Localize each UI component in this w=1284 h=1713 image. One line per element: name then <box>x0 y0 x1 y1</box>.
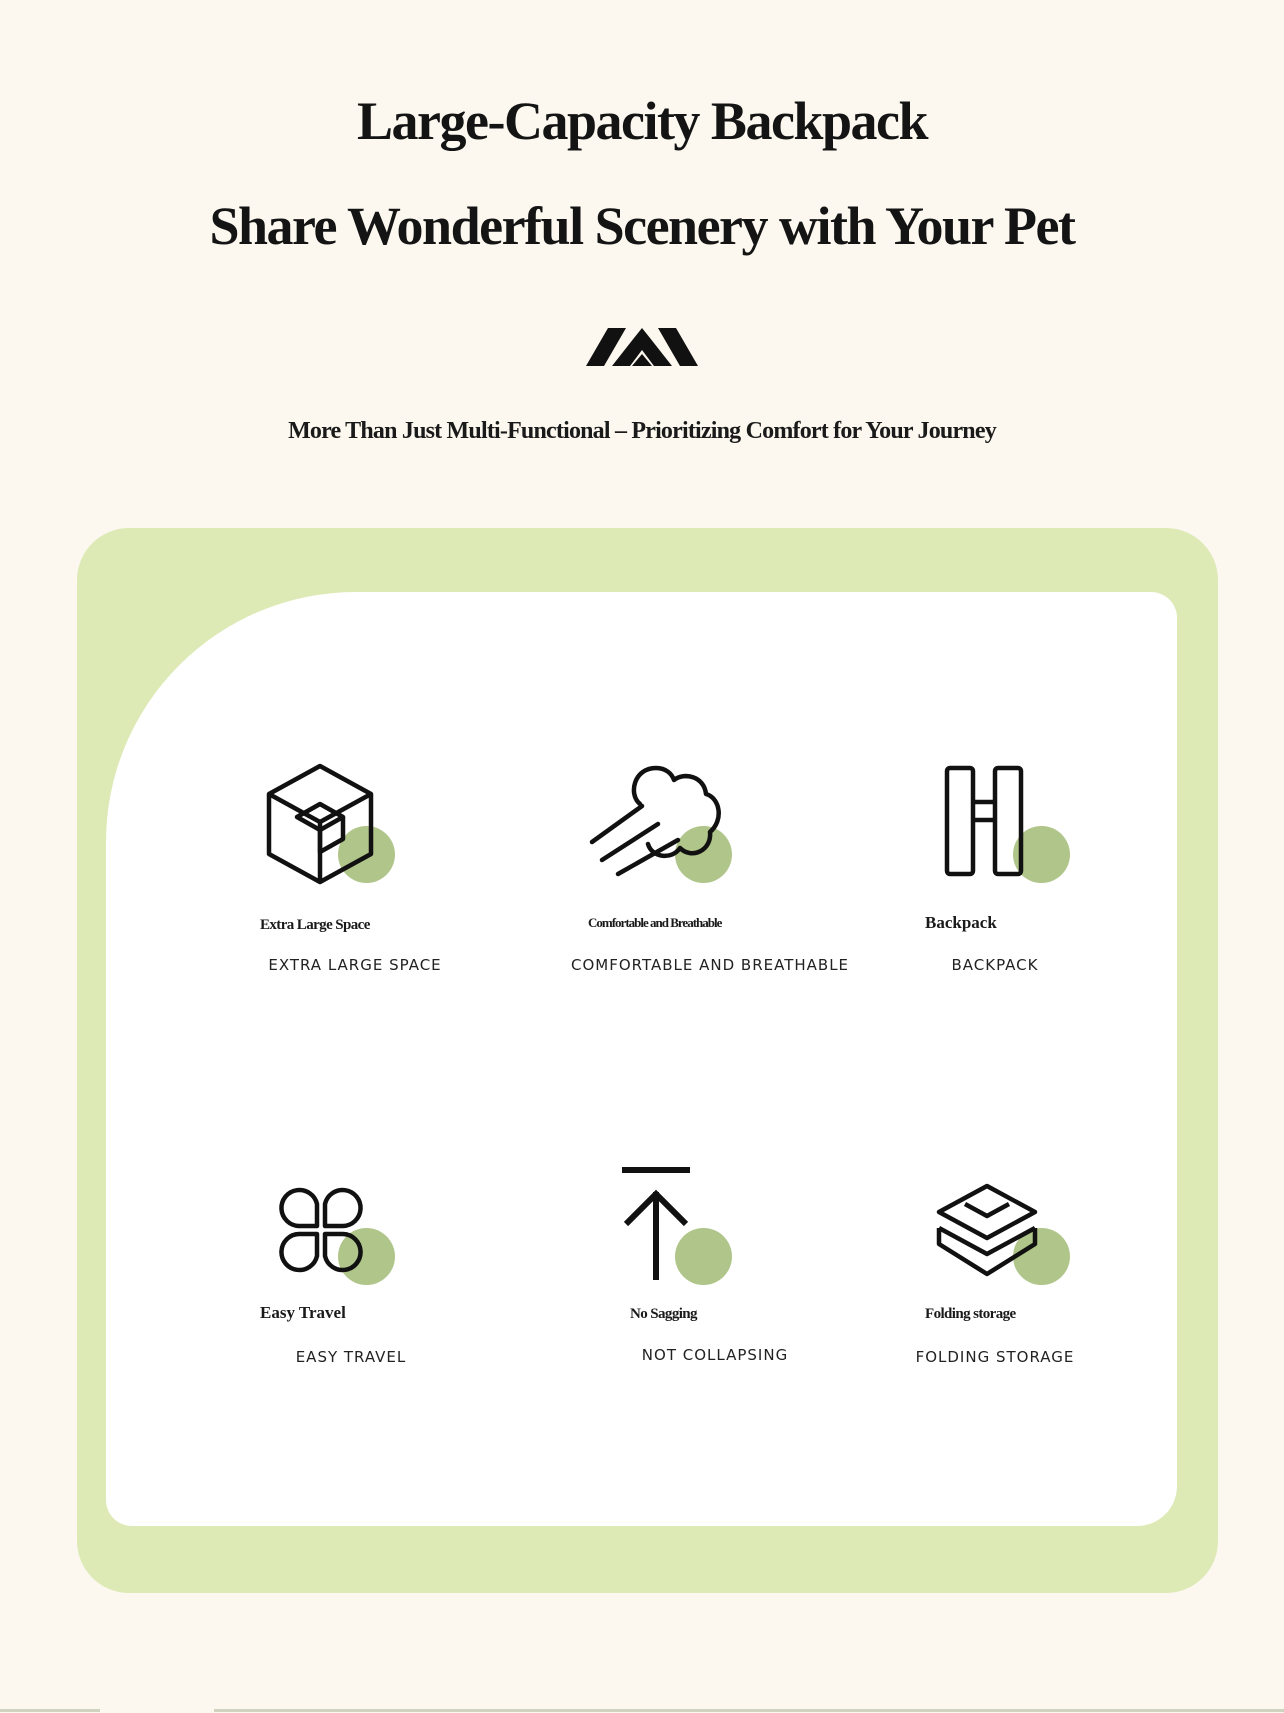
divider <box>0 1709 100 1712</box>
feature-caption: BACKPACK <box>951 956 1039 974</box>
feature-extra-large-space <box>225 760 525 1020</box>
feature-title: Comfortable and Breathable <box>588 915 722 930</box>
feature-title: Easy Travel <box>260 1303 346 1322</box>
backpack-strap-icon <box>943 764 1033 878</box>
feature-caption: EASY TRAVEL <box>295 1348 407 1366</box>
divider <box>214 1709 1284 1712</box>
feature-comfortable-breathable <box>560 760 860 1020</box>
feature-no-sagging <box>560 1160 860 1420</box>
feature-folding-storage <box>895 1160 1195 1420</box>
cube-icon <box>265 762 375 886</box>
tagline: More Than Just Multi-Functional – Prioritizing Comfort for Your Journey <box>288 418 996 444</box>
feature-caption: FOLDING STORAGE <box>915 1348 1075 1366</box>
feature-title: No Sagging <box>630 1306 697 1322</box>
chevron-stripes-icon <box>586 328 698 366</box>
feature-backpack <box>895 760 1195 1020</box>
feature-title: Extra Large Space <box>260 917 370 933</box>
page-title: Large-Capacity Backpack <box>357 91 927 151</box>
feature-caption: NOT COLLAPSING <box>641 1346 789 1364</box>
layers-icon <box>935 1182 1039 1278</box>
arrow-up-bar-icon <box>616 1164 696 1282</box>
page-subtitle-headline: Share Wonderful Scenery with Your Pet <box>209 196 1075 256</box>
feature-title: Folding storage <box>925 1306 1016 1322</box>
feature-caption: EXTRA LARGE SPACE <box>268 956 442 974</box>
cloud-wind-icon <box>588 760 728 880</box>
feature-easy-travel <box>225 1160 525 1420</box>
feature-title: Backpack <box>925 913 997 932</box>
clover-icon <box>273 1184 369 1276</box>
feature-caption: COMFORTABLE AND BREATHABLE <box>570 956 850 974</box>
